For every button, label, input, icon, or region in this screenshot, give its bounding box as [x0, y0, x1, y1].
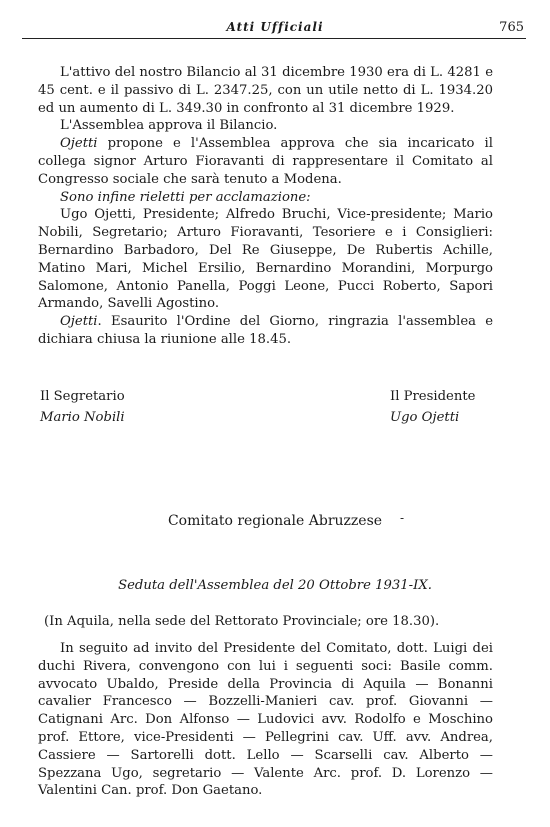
minutes-text	[38, 64, 493, 349]
secretary-role: Il Segretario	[40, 389, 125, 404]
reelection-intro: Sono infine rieletti per acclamazione:	[60, 189, 311, 205]
closing-paragraph: Ojetti. Esaurito l'Ordine del Giorno, ringrazia l'assemblea e dichiara chiusa la riunione alle 18.45.	[38, 314, 493, 347]
president-name: Ugo Ojetti	[390, 410, 460, 425]
secretary-signature	[40, 386, 125, 428]
attendees-paragraph: In seguito ad invito del Presidente del Comitato, dott. Luigi dei duchi Rivera, convengono con lui i seguenti soci: Basile comm. avvocato Ubaldo, Preside della Provincia di Aquila — Bonanni cavalier Francesco — Bozzelli-Manieri cav. prof. Giovanni — Catignani Arc. Don Alfonso — Ludovici avv. Rodolfo e Moschino prof. Ettore, vice-Presidenti — Pellegrini cav. Uff. avv. Andrea, Cassiere — Sartorelli dott. Lello — Scarselli cav. Alberto — Spezzana Ugo, segretario — Valente Arc. prof. D. Lorenzo — Valentini Can. prof. Don Gaetano.	[38, 641, 493, 799]
section-dash: -	[400, 511, 405, 525]
page-number: 765	[499, 20, 524, 35]
ojetti-name-2: Ojetti	[60, 314, 98, 330]
delegate-paragraph: Ojetti propone e l'Assemblea approva che sia incaricato il collega signor Arturo Fioravanti di rappresentare il Comitato al Congresso sociale che sarà tenuto a Modena.	[38, 136, 493, 187]
attendees-text	[38, 640, 493, 800]
balance-paragraph: L'attivo del nostro Bilancio al 31 dicembre 1930 era di L. 4281 e 45 cent. e il passivo di L. 2347.25, con un utile netto di L. 1934.20 ed un aumento di L. 349.30 in confronto al 31 dicembre 1929.	[38, 65, 493, 116]
meeting-title: Seduta dell'Assemblea del 20 Ottobre 1931-IX.	[118, 578, 432, 593]
ojetti-name: Ojetti	[60, 136, 98, 152]
president-signature	[390, 386, 475, 428]
meeting-place: (In Aquila, nella sede del Rettorato Provinciale; ore 18.30).	[44, 614, 440, 629]
secretary-name: Mario Nobili	[40, 410, 125, 425]
header-rule	[22, 38, 526, 39]
approval-paragraph: L'Assemblea approva il Bilancio.	[60, 118, 278, 134]
president-role: Il Presidente	[390, 389, 476, 404]
reelected-list: Ugo Ojetti, Presidente; Alfredo Bruchi, Vice-presidente; Mario Nobili, Segretario; Arturo Fioravanti, Tesoriere e i Consiglieri: Bernardino Barbadoro, Del Re Giuseppe, De Rubertis Achille, Matino Mari, Michel Ersilio, Bernardino Morandini, Morpurgo Salomone, Antonio Panella, Poggi Leone, Pucci Roberto, Sapori Armando, Savelli Agostino.	[38, 207, 493, 312]
running-title: Atti Ufficiali	[226, 20, 324, 34]
page-header	[0, 20, 550, 42]
section-title: Comitato regionale Abruzzese	[167, 513, 383, 529]
